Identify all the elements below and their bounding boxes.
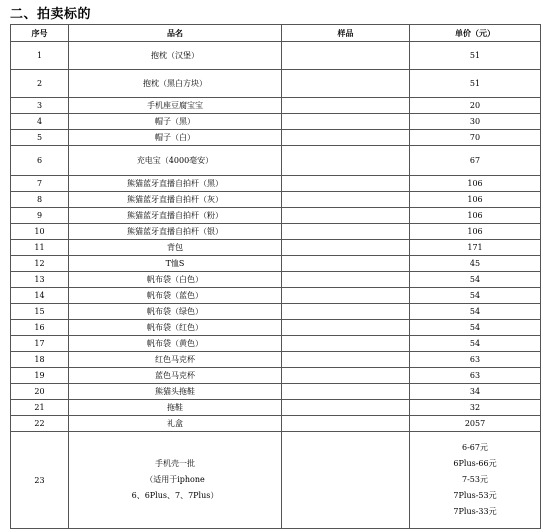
- cell-sample: [282, 146, 410, 176]
- cell-sample: [282, 400, 410, 416]
- cell-name: 熊猫蓝牙直播自拍杆（银）: [69, 224, 282, 240]
- cell-sample: [282, 272, 410, 288]
- cell-price: 106: [410, 224, 541, 240]
- table-row: [11, 320, 541, 336]
- price-line: 7Plus-33元: [453, 507, 497, 516]
- cell-index: 21: [11, 400, 69, 416]
- cell-name: 帆布袋（白色）: [69, 272, 282, 288]
- cell-sample: [282, 320, 410, 336]
- cell-index: 10: [11, 224, 69, 240]
- cell-price: 45: [410, 256, 541, 272]
- cell-name: 红色马克杯: [69, 352, 282, 368]
- auction-items-table: [10, 24, 541, 529]
- cell-name: 熊猫蓝牙直播自拍杆（黑）: [69, 176, 282, 192]
- cell-sample: [282, 288, 410, 304]
- cell-sample: [282, 240, 410, 256]
- cell-index: 17: [11, 336, 69, 352]
- cell-sample: [282, 130, 410, 146]
- cell-price: 106: [410, 192, 541, 208]
- table-row: [11, 256, 541, 272]
- table-row: [11, 336, 541, 352]
- cell-name: 手机座豆腐宝宝: [69, 98, 282, 114]
- cell-name: 帆布袋（红色）: [69, 320, 282, 336]
- cell-price: 106: [410, 208, 541, 224]
- cell-index: 13: [11, 272, 69, 288]
- table-row: [11, 368, 541, 384]
- cell-index: 16: [11, 320, 69, 336]
- cell-name: 蓝色马克杯: [69, 368, 282, 384]
- cell-sample: [282, 368, 410, 384]
- cell-price: 20: [410, 98, 541, 114]
- price-line: 7Plus-53元: [453, 491, 497, 500]
- cell-index: 5: [11, 130, 69, 146]
- cell-sample: [282, 42, 410, 70]
- cell-index: 6: [11, 146, 69, 176]
- price-line: 6-67元: [462, 443, 488, 452]
- cell-sample: [282, 176, 410, 192]
- cell-index: 22: [11, 416, 69, 432]
- cell-sample: [282, 224, 410, 240]
- cell-sample: [282, 384, 410, 400]
- header-sample: 样品: [282, 25, 410, 42]
- table-row: [11, 432, 541, 529]
- cell-price: 54: [410, 288, 541, 304]
- cell-name: 抱枕（汉堡）: [69, 42, 282, 70]
- table-row: [11, 114, 541, 130]
- table-row: [11, 416, 541, 432]
- cell-name: 抱枕（黑白方块）: [69, 70, 282, 98]
- table-row: [11, 224, 541, 240]
- cell-price: 32: [410, 400, 541, 416]
- table-row: [11, 70, 541, 98]
- table-row: [11, 352, 541, 368]
- cell-index: 23: [11, 432, 69, 529]
- cell-price: 171: [410, 240, 541, 256]
- table-row: [11, 272, 541, 288]
- cell-index: 3: [11, 98, 69, 114]
- cell-sample: [282, 70, 410, 98]
- table-row: [11, 240, 541, 256]
- table-row: [11, 192, 541, 208]
- cell-index: 11: [11, 240, 69, 256]
- cell-name: 帆布袋（绿色）: [69, 304, 282, 320]
- cell-name: 帽子（白）: [69, 130, 282, 146]
- cell-name-multiline: [69, 432, 282, 529]
- table-row: [11, 400, 541, 416]
- cell-price: 30: [410, 114, 541, 130]
- cell-name: 帽子（黑）: [69, 114, 282, 130]
- cell-price: 51: [410, 42, 541, 70]
- table-row: [11, 146, 541, 176]
- cell-price: 70: [410, 130, 541, 146]
- cell-index: 19: [11, 368, 69, 384]
- cell-name: T恤S: [69, 256, 282, 272]
- cell-price: 54: [410, 272, 541, 288]
- cell-index: 7: [11, 176, 69, 192]
- cell-index: 14: [11, 288, 69, 304]
- cell-sample: [282, 336, 410, 352]
- table-row: [11, 304, 541, 320]
- cell-price: 54: [410, 336, 541, 352]
- cell-price: 63: [410, 368, 541, 384]
- table-row: [11, 98, 541, 114]
- cell-name: 熊猫蓝牙直播自拍杆（粉）: [69, 208, 282, 224]
- table-row: [11, 384, 541, 400]
- cell-name: 充电宝（4000毫安）: [69, 146, 282, 176]
- cell-sample: [282, 98, 410, 114]
- cell-index: 9: [11, 208, 69, 224]
- cell-index: 4: [11, 114, 69, 130]
- cell-index: 8: [11, 192, 69, 208]
- name-line: 6、6Plus、7、7Plus）: [131, 491, 219, 500]
- cell-sample: [282, 192, 410, 208]
- cell-sample: [282, 352, 410, 368]
- table-row: [11, 130, 541, 146]
- cell-sample: [282, 256, 410, 272]
- cell-price: 63: [410, 352, 541, 368]
- cell-index: 12: [11, 256, 69, 272]
- price-line: 6Plus-66元: [453, 459, 497, 468]
- table-row: [11, 288, 541, 304]
- header-index: 序号: [11, 25, 69, 42]
- name-line: 手机壳一批: [155, 459, 195, 468]
- cell-price: 51: [410, 70, 541, 98]
- section-heading: 二、拍卖标的: [10, 7, 92, 22]
- table-header-row: [11, 25, 541, 42]
- cell-price: 106: [410, 176, 541, 192]
- cell-name: 帆布袋（蓝色）: [69, 288, 282, 304]
- price-line: 7-53元: [462, 475, 488, 484]
- cell-price: 54: [410, 320, 541, 336]
- cell-name: 熊猫头拖鞋: [69, 384, 282, 400]
- cell-index: 18: [11, 352, 69, 368]
- cell-name: 帆布袋（黄色）: [69, 336, 282, 352]
- cell-name: 熊猫蓝牙直播自拍杆（灰）: [69, 192, 282, 208]
- cell-sample: [282, 416, 410, 432]
- cell-sample: [282, 304, 410, 320]
- cell-index: 15: [11, 304, 69, 320]
- table-row: [11, 42, 541, 70]
- cell-sample: [282, 208, 410, 224]
- table-row: [11, 208, 541, 224]
- table-row: [11, 176, 541, 192]
- cell-price: 67: [410, 146, 541, 176]
- cell-sample: [282, 432, 410, 529]
- cell-price: 2057: [410, 416, 541, 432]
- cell-price-multiline: [410, 432, 541, 529]
- cell-name: 拖鞋: [69, 400, 282, 416]
- cell-price: 54: [410, 304, 541, 320]
- cell-sample: [282, 114, 410, 130]
- cell-index: 20: [11, 384, 69, 400]
- name-line: （适用于iphone: [145, 475, 205, 484]
- cell-name: 礼盒: [69, 416, 282, 432]
- header-price: 单价（元）: [410, 25, 541, 42]
- cell-name: 背包: [69, 240, 282, 256]
- cell-index: 1: [11, 42, 69, 70]
- header-name: 品名: [69, 25, 282, 42]
- cell-price: 34: [410, 384, 541, 400]
- cell-index: 2: [11, 70, 69, 98]
